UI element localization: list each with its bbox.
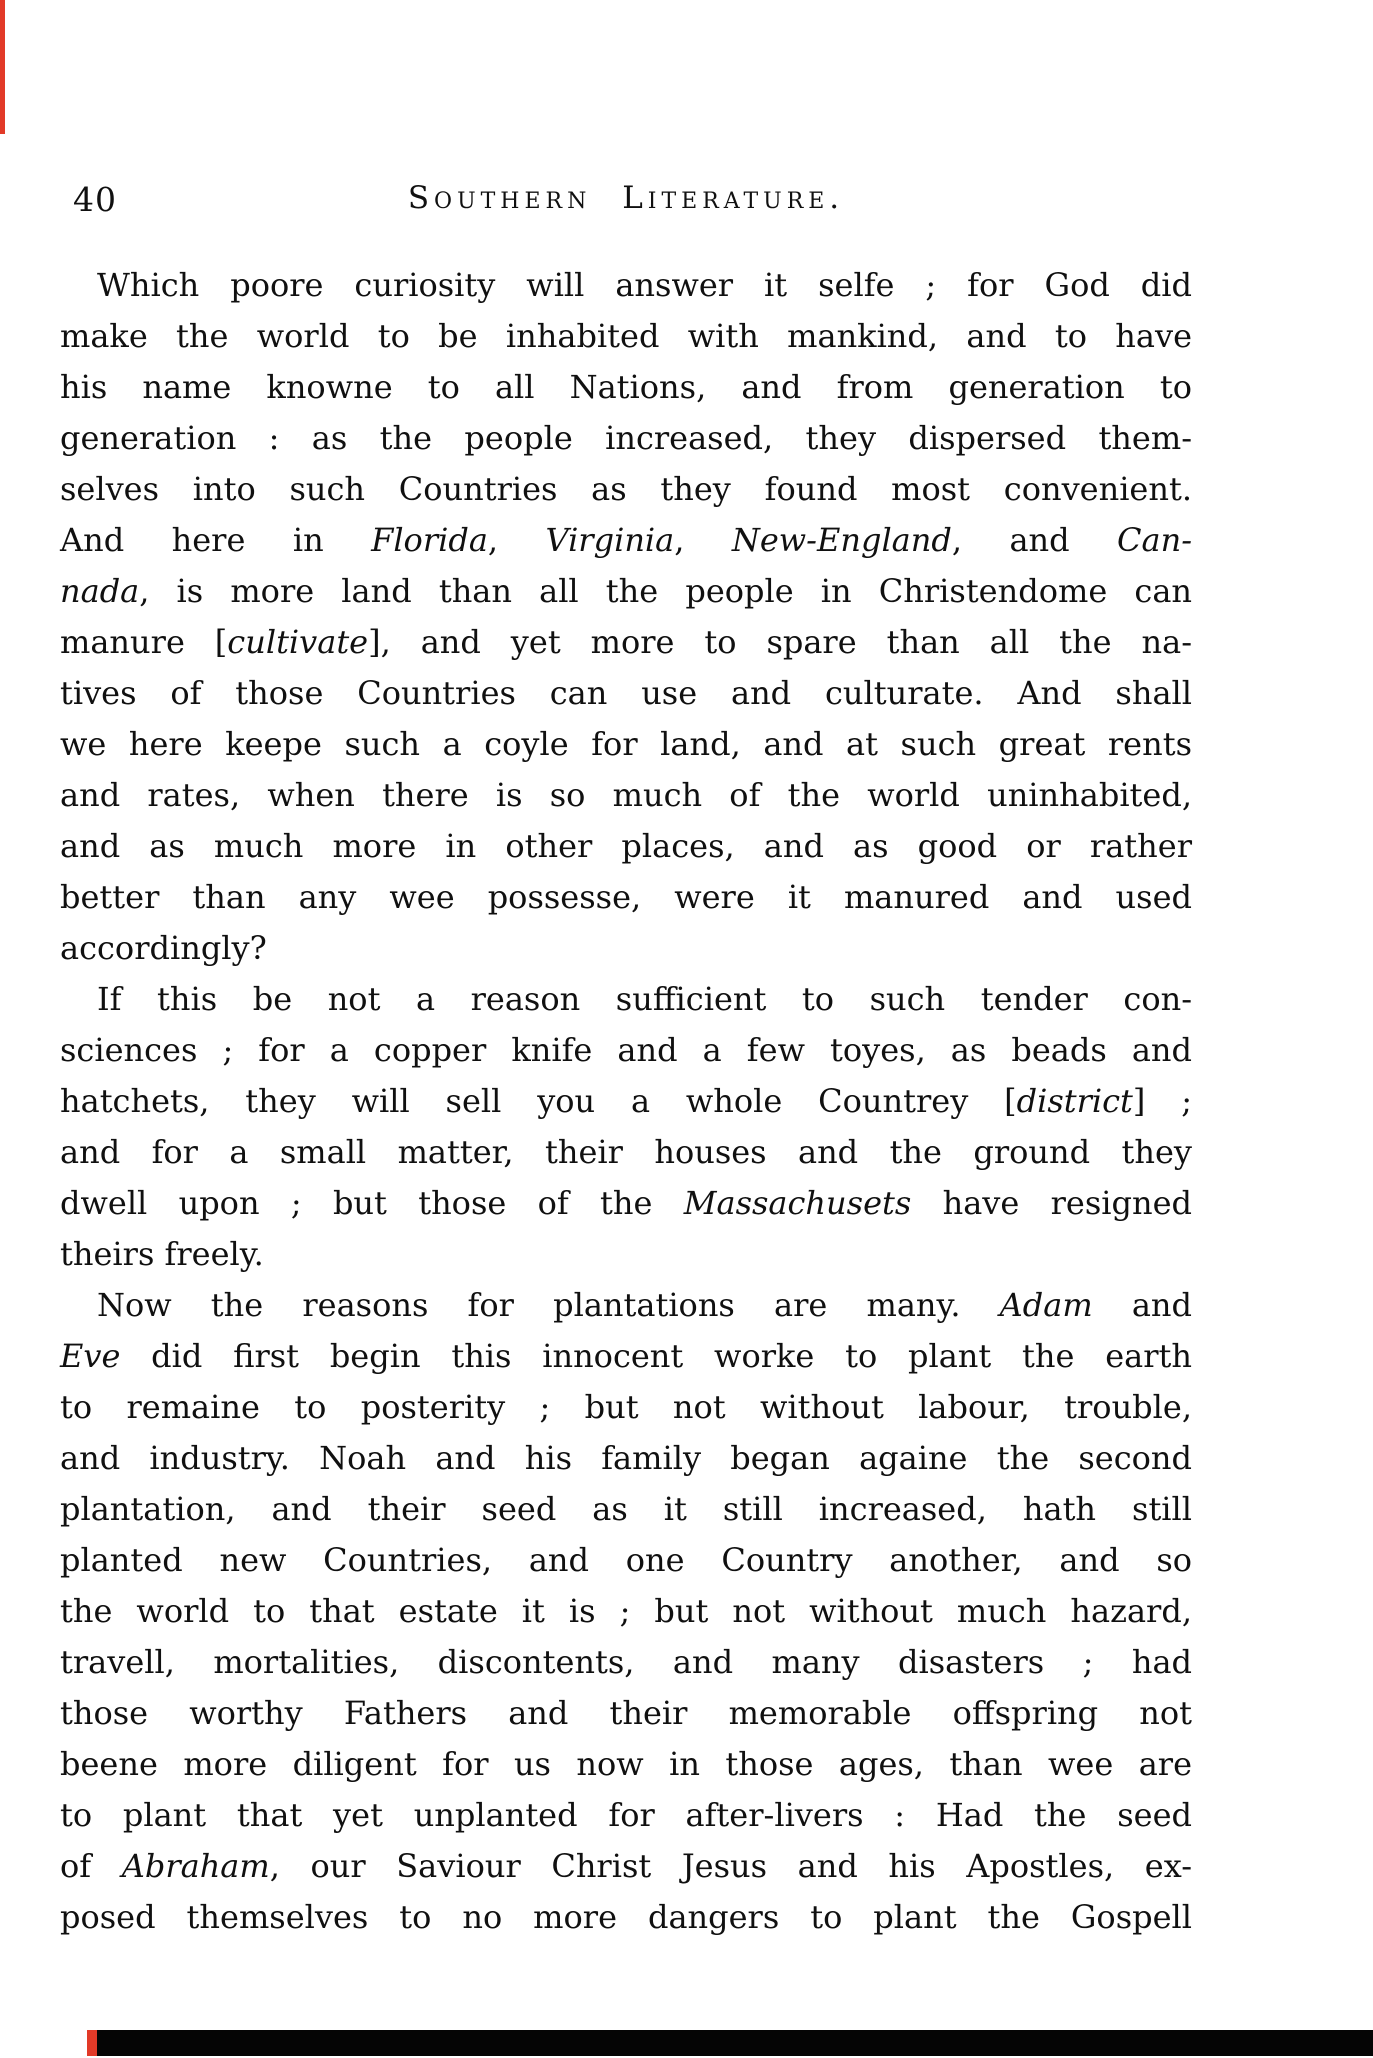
text-segment: plantation, and their seed as it still increased, hath still [60,1490,1192,1528]
scan-artifact-bottom-bar [97,2030,1373,2056]
italic-text: Virginia [545,521,675,559]
text-line [60,719,1192,770]
text-segment: to remaine to posterity ; but not without labour, trouble, [60,1388,1192,1426]
text-line [60,974,1192,1025]
paragraph [60,260,1192,974]
text-segment: manure [ [60,623,228,661]
text-segment: hatchets, they will sell you a whole Countrey [ [60,1082,1017,1120]
text-segment: those worthy Fathers and their memorable offspring not [60,1694,1192,1732]
text-segment: And here in [60,521,372,559]
text-segment: theirs freely. [60,1235,264,1273]
scan-artifact-bottom-bar-red-mark [87,2030,97,2056]
italic-text: cultivate [227,623,369,661]
text-line [60,1535,1192,1586]
text-segment: and industry. Noah and his family began againe the second [60,1439,1192,1477]
italic-text: nada [60,572,140,610]
text-segment: did first begin this innocent worke to plant the earth [120,1337,1192,1375]
text-segment: , our Saviour Christ Jesus and his Apostles, ex- [269,1847,1193,1885]
text-segment: dwell upon ; but those of the [60,1184,684,1222]
text-segment: tives of those Countries can use and culturate. And shall [60,674,1192,712]
text-line [60,1331,1192,1382]
text-segment: and for a small matter, their houses and the ground they [60,1133,1192,1171]
text-segment: sciences ; for a copper knife and a few toyes, as beads and [60,1031,1192,1069]
text-line [60,1841,1192,1892]
text-line [60,1076,1192,1127]
text-line [60,1637,1192,1688]
text-line [60,1688,1192,1739]
text-line [60,362,1192,413]
text-segment: planted new Countries, and one Country another, and so [60,1541,1192,1579]
italic-text: Adam [999,1286,1093,1324]
text-segment: ] ; [1132,1082,1192,1120]
text-line [60,1382,1192,1433]
italic-text: district [1016,1082,1133,1120]
text-line [60,821,1192,872]
text-segment: better than any wee possesse, were it manured and used [60,878,1192,916]
text-segment: If this be not a reason sufficient to such tender con- [97,980,1192,1018]
text-segment: his name knowne to all Nations, and from generation to [60,368,1192,406]
text-line [60,617,1192,668]
text-segment: generation : as the people increased, they dispersed them- [60,419,1192,457]
text-segment: make the world to be inhabited with mankind, and to have [60,317,1192,355]
italic-text: Massachusets [683,1184,912,1222]
text-line [60,1586,1192,1637]
running-head [60,180,1192,224]
text-line [60,464,1192,515]
page-body [60,260,1192,1943]
text-line [60,923,1192,974]
text-line [60,1178,1192,1229]
text-segment: to plant that yet unplanted for after-livers : Had the seed [60,1796,1192,1834]
text-line [60,1127,1192,1178]
text-line [60,260,1192,311]
text-line [60,1739,1192,1790]
text-line [60,413,1192,464]
italic-text: Can- [1117,521,1193,559]
italic-text: Florida [371,521,488,559]
text-line [60,1790,1192,1841]
paragraph [60,1280,1192,1943]
text-segment: posed themselves to no more dangers to plant the Gospell [60,1898,1192,1936]
paragraph [60,974,1192,1280]
text-segment: , and [951,521,1118,559]
text-line [60,668,1192,719]
text-segment: accordingly? [60,929,267,967]
text-line [60,1892,1192,1943]
italic-text: New-England [731,521,952,559]
text-line [60,1280,1192,1331]
italic-text: Eve [60,1337,121,1375]
text-segment: and [1092,1286,1193,1324]
text-segment: have resigned [911,1184,1193,1222]
text-segment: travell, mortalities, discontents, and many disasters ; had [60,1643,1192,1681]
text-segment: Now the reasons for plantations are many. [97,1286,1000,1324]
text-line [60,1025,1192,1076]
italic-text: Abraham [121,1847,270,1885]
text-segment: of [60,1847,122,1885]
text-segment: , [487,521,546,559]
text-line [60,566,1192,617]
text-line [60,1433,1192,1484]
text-line [60,311,1192,362]
text-segment: ], and yet more to spare than all the na- [368,623,1193,661]
text-line [60,872,1192,923]
scan-artifact-left-edge [0,0,5,134]
text-line [60,1229,1192,1280]
text-line [60,515,1192,566]
text-line [60,1484,1192,1535]
text-segment: selves into such Countries as they found most convenient. [60,470,1192,508]
text-line [60,770,1192,821]
text-segment: and as much more in other places, and as good or rather [60,827,1192,865]
text-segment: Which poore curiosity will answer it selfe ; for God did [97,266,1192,304]
text-segment: the world to that estate it is ; but not without much hazard, [60,1592,1192,1630]
text-segment: , [674,521,732,559]
page-title: Southern Literature. [407,180,845,216]
text-segment: we here keepe such a coyle for land, and at such great rents [60,725,1192,763]
text-segment: beene more diligent for us now in those ages, than wee are [60,1745,1192,1783]
text-segment: and rates, when there is so much of the world uninhabited, [60,776,1192,814]
text-segment: , is more land than all the people in Christendome can [139,572,1192,610]
page-number: 40 [73,180,117,219]
